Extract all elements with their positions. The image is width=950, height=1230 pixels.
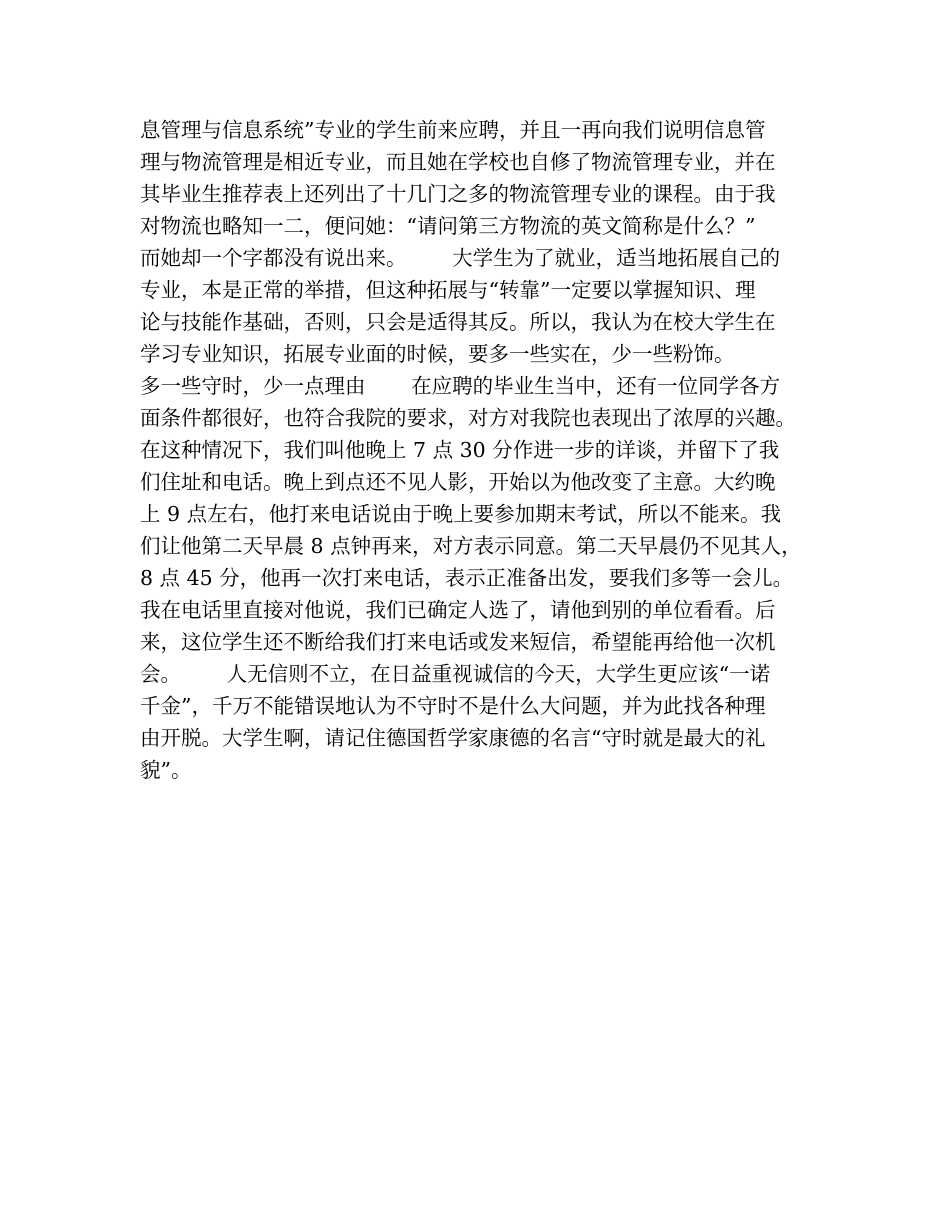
text-line: 来，这位学生还不断给我们打来电话或发来短信，希望能再给他一次机 [140,630,776,654]
text-line: 8 点 45 分，他再一次打来电话，表示正准备出发，要我们多等一会儿。 [140,566,794,590]
text-line: 论与技能作基础，否则，只会是适得其反。所以，我认为在校大学生在 [140,310,776,334]
text-line: 面条件都很好，也符合我院的要求，对方对我院也表现出了浓厚的兴趣。 [140,406,796,430]
text-line: 在这种情况下，我们叫他晚上 7 点 30 分作进一步的详谈，并留下了我 [140,438,780,462]
text-line: 由开脱。大学生啊，请记住德国哲学家康德的名言“守时就是最大的礼 [140,726,766,750]
text-line: 学习专业知识，拓展专业面的时候，要多一些实在，少一些粉饰。 [140,342,735,366]
text-line: 上 9 点左右，他打来电话说由于晚上要参加期末考试，所以不能来。我 [140,502,782,526]
text-line: 貌”。 [140,758,192,782]
body-text [140,114,830,786]
text-line: 多一些守时，少一点理由 在应聘的毕业生当中，还有一位同学各方 [140,374,781,398]
text-line: 息管理与信息系统”专业的学生前来应聘，并且一再向我们说明信息管 [140,118,766,142]
text-line: 会。 人无信则不立，在日益重视诚信的今天，大学生更应该“一诺 [140,662,771,686]
text-line: 们让他第二天早晨 8 点钟再来，对方表示同意。第二天早晨仍不见其人， [140,534,802,558]
text-line: 理与物流管理是相近专业，而且她在学校也自修了物流管理专业，并在 [140,150,776,174]
text-line: 对物流也略知一二，便问她：“请问第三方物流的英文简称是什么？” [140,214,756,238]
text-line: 专业，本是正常的举措，但这种拓展与“转靠”一定要以掌握知识、理 [140,278,756,302]
text-line: 而她却一个字都没有说出来。 大学生为了就业，适当地拓展自己的 [140,246,781,270]
text-line: 千金”，千万不能错误地认为不守时不是什么大问题，并为此找各种理 [140,694,766,718]
text-line: 其毕业生推荐表上还列出了十几门之多的物流管理专业的课程。由于我 [140,182,776,206]
text-line: 我在电话里直接对他说，我们已确定人选了，请他到别的单位看看。后 [140,598,776,622]
text-line: 们住址和电话。晚上到点还不见人影，开始以为他改变了主意。大约晚 [140,470,776,494]
